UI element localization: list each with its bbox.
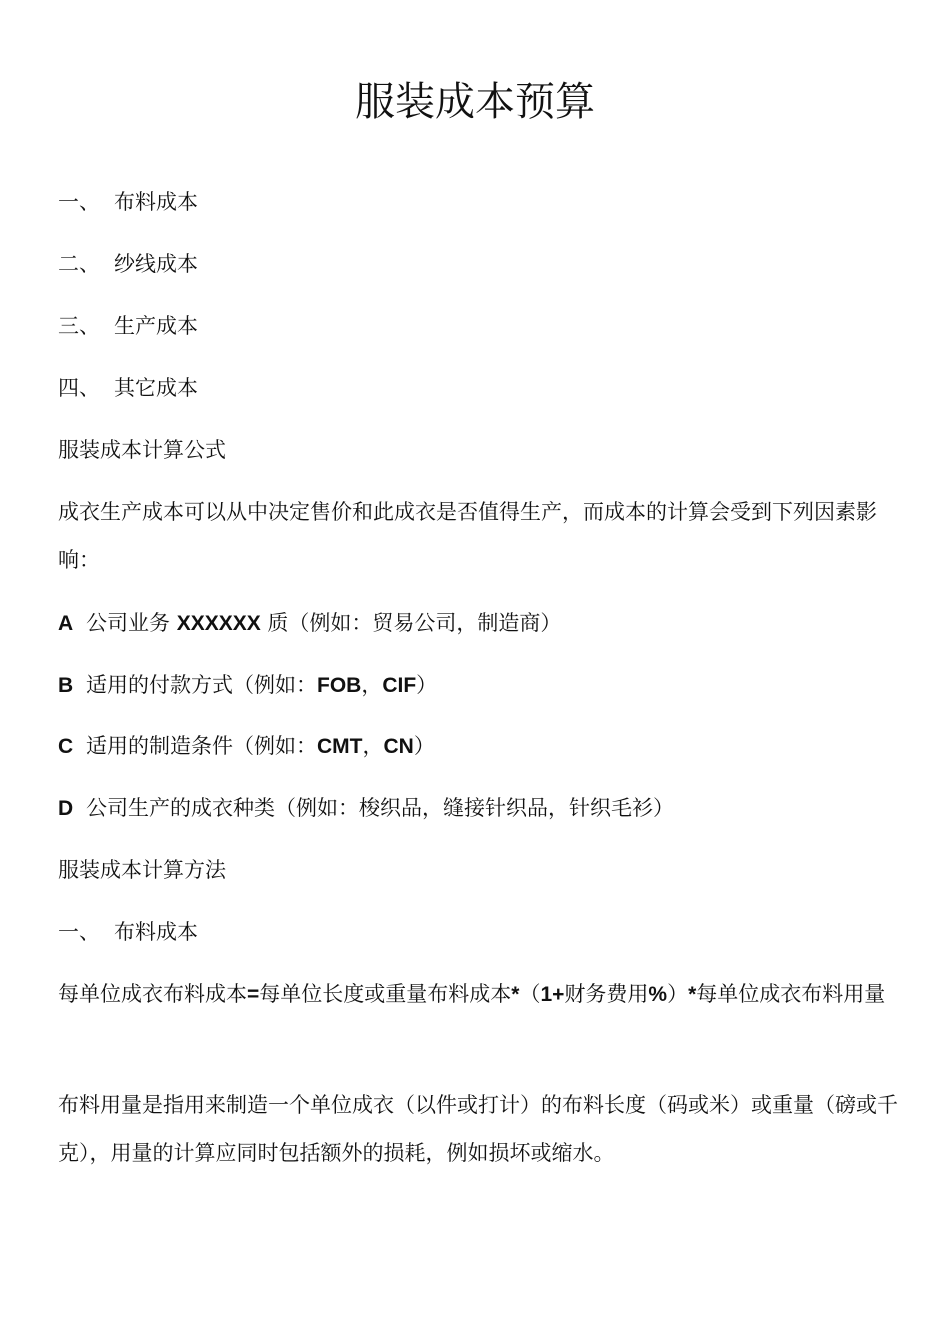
toc-item-4 xyxy=(58,373,898,403)
formula-paragraph xyxy=(58,970,898,1019)
factor-text: 公司业务 xyxy=(86,611,170,635)
formula-text: （ xyxy=(519,982,541,1006)
factor-d xyxy=(58,793,898,824)
factor-letter: B xyxy=(58,674,74,697)
factor-text: 适用的制造条件（例如： xyxy=(86,734,317,758)
factor-text: ） xyxy=(416,673,438,697)
factor-code: XXXXXX xyxy=(176,612,261,635)
formula-symbol: * xyxy=(511,983,520,1006)
factor-letter: D xyxy=(58,797,74,820)
toc-number: 一、 xyxy=(58,190,100,214)
toc-number: 三、 xyxy=(58,314,100,338)
toc-item-2 xyxy=(58,249,898,279)
formula-symbol: * xyxy=(688,983,697,1006)
factor-text: ， xyxy=(361,673,383,697)
method-heading: 服装成本计算方法 xyxy=(58,858,226,882)
formula-text: 每单位长度或重量布料成本 xyxy=(259,982,512,1006)
usage-paragraph: 布料用量是指用来制造一个单位成衣（以件或打计）的布料长度（码或米）或重量（磅或千克），用量的计算应同时包括额外的损耗，例如损坏或缩水。 xyxy=(58,1093,898,1165)
factor-text: ） xyxy=(413,734,435,758)
formula-text: ） xyxy=(667,982,689,1006)
factor-text: ， xyxy=(362,734,384,758)
factor-code: CN xyxy=(383,735,414,758)
formula-text: 财务费用 xyxy=(564,982,649,1006)
section-heading-1 xyxy=(58,917,898,947)
factor-c xyxy=(58,731,898,762)
formula-symbol: % xyxy=(648,983,668,1006)
toc-label: 其它成本 xyxy=(114,376,198,400)
factor-letter: A xyxy=(58,612,74,635)
toc-item-3 xyxy=(58,311,898,341)
toc-item-1 xyxy=(58,187,898,217)
factor-code: CMT xyxy=(317,735,363,758)
toc-label: 生产成本 xyxy=(114,314,198,338)
page-title: 服装成本预算 xyxy=(355,79,595,125)
factor-code: CIF xyxy=(382,674,417,697)
factor-a xyxy=(58,608,898,639)
factor-text: 适用的付款方式（例如： xyxy=(86,673,317,697)
formula-text: 每单位成衣布料用量 xyxy=(696,982,886,1006)
formula-symbol: = xyxy=(247,983,260,1006)
toc-label: 纱线成本 xyxy=(114,252,198,276)
toc-number: 四、 xyxy=(58,376,100,400)
factor-code: FOB xyxy=(317,674,362,697)
factor-letter: C xyxy=(58,735,74,758)
section-number: 一、 xyxy=(58,920,100,944)
toc-label: 布料成本 xyxy=(114,190,198,214)
factor-text: 公司生产的成衣种类（例如：梭织品，缝接针织品，针织毛衫） xyxy=(86,796,674,820)
formula-text: 每单位成衣布料成本 xyxy=(58,982,247,1006)
section-label: 布料成本 xyxy=(114,920,198,944)
toc-number: 二、 xyxy=(58,252,100,276)
factor-text: 质（例如：贸易公司，制造商） xyxy=(267,611,562,635)
formula-symbol: 1+ xyxy=(540,983,565,1006)
intro-paragraph: 成衣生产成本可以从中决定售价和此成衣是否值得生产，而成本的计算会受到下列因素影响： xyxy=(58,500,877,572)
formula-heading: 服装成本计算公式 xyxy=(58,438,226,462)
factor-b xyxy=(58,670,898,701)
